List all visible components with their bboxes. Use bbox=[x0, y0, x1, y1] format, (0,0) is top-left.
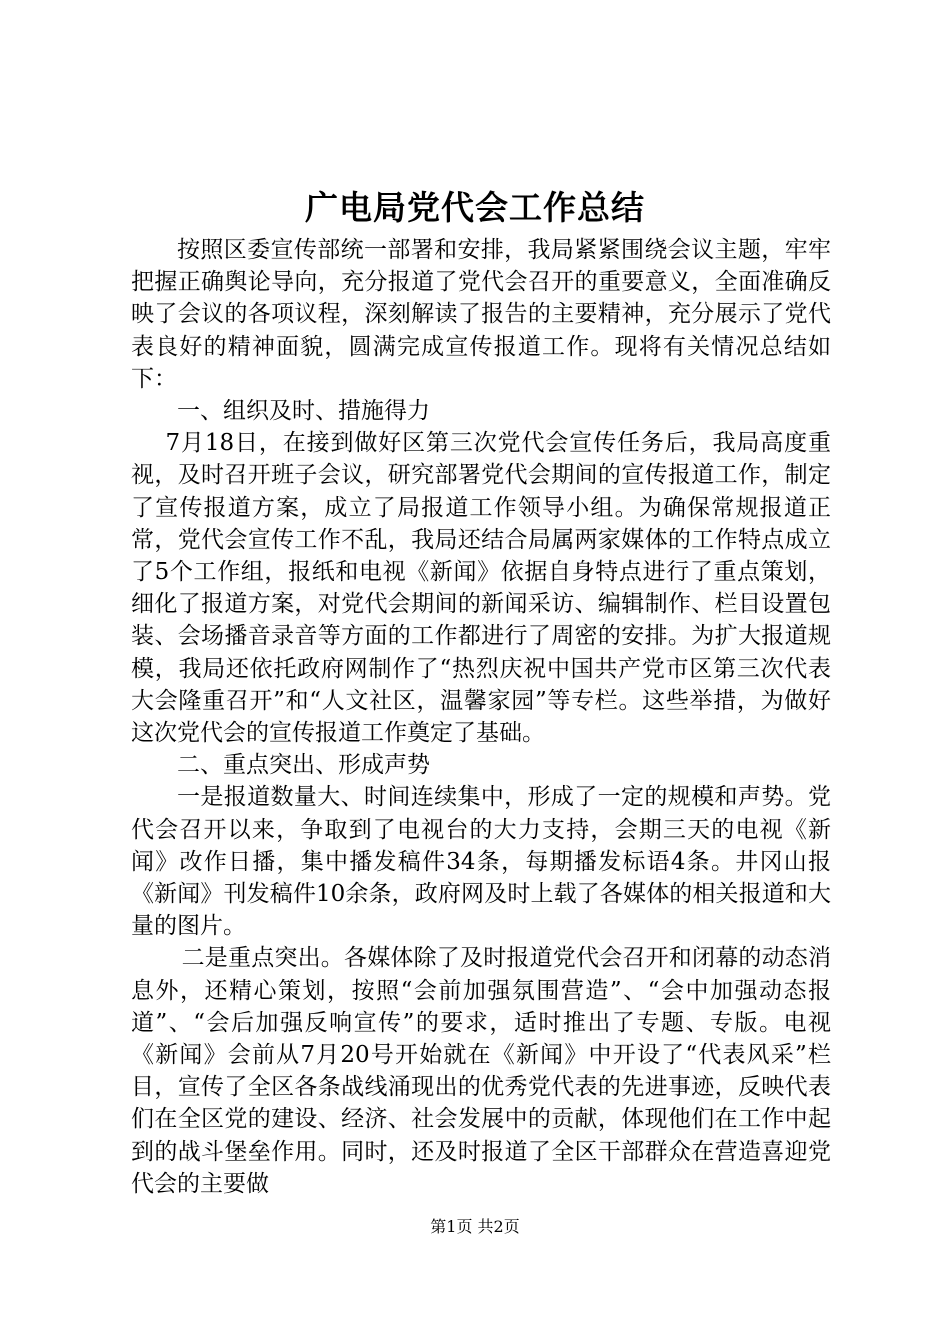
page-footer: 第1页 共2页 bbox=[430, 1217, 520, 1236]
document-body bbox=[131, 234, 831, 1200]
section-heading-2: 二、重点突出、形成声势 bbox=[177, 752, 430, 779]
document-title: 广电局党代会工作总结 bbox=[305, 188, 645, 227]
paragraph-section-1: 7月18日，在接到做好区第三次党代会宣传任务后，我局高度重视，及时召开班子会议，研究部署党代会期间的宣传报道工作，制定了宣传报道方案，成立了局报道工作领导小组。为确保常规报道正常，党代会宣传工作不乱，我局还结合局属两家媒体的工作特点成立了5个工作组，报纸和电视《新闻》依据自身特点进行了重点策划，细化了报道方案，对党代会期间的新闻采访、编辑制作、栏目设置包装、会场播音录音等方面的工作都进行了周密的安排。为扩大报道规模，我局还依托政府网制作了“热烈庆祝中国共产党市区第三次代表大会隆重召开”和“人文社区，温馨家园”等专栏。这些举措，为做好这次党代会的宣传报道工作奠定了基础。 bbox=[131, 430, 831, 747]
paragraph-point-2: 二是重点突出。各媒体除了及时报道党代会召开和闭幕的动态消息外，还精心策划，按照“会前加强氛围营造”、“会中加强动态报道”、“会后加强反响宣传”的要求，适时推出了专题、专版。电视《新闻》会前从7月20号开始就在《新闻》中开设了“代表风采”栏目，宣传了全区各条战线涌现出的优秀党代表的先进事迹，反映代表们在全区党的建设、经济、社会发展中的贡献，体现他们在工作中起到的战斗堡垒作用。同时，还及时报道了全区干部群众在营造喜迎党代会的主要做 bbox=[131, 945, 831, 1197]
section-heading-1: 一、组织及时、措施得力 bbox=[177, 398, 430, 425]
paragraph-point-1: 一是报道数量大、时间连续集中，形成了一定的规模和声势。党代会召开以来，争取到了电视台的大力支持，会期三天的电视《新闻》改作日播，集中播发稿件34条，每期播发标语4条。井冈山报《新闻》刊发稿件10余条，政府网及时上载了各媒体的相关报道和大量的图片。 bbox=[131, 784, 831, 940]
paragraph-intro: 按照区委宣传部统一部署和安排，我局紧紧围绕会议主题，牢牢把握正确舆论导向，充分报道了党代会召开的重要意义，全面准确反映了会议的各项议程，深刻解读了报告的主要精神，充分展示了党代表良好的精神面貌，圆满完成宣传报道工作。现将有关情况总结如下： bbox=[131, 237, 831, 392]
